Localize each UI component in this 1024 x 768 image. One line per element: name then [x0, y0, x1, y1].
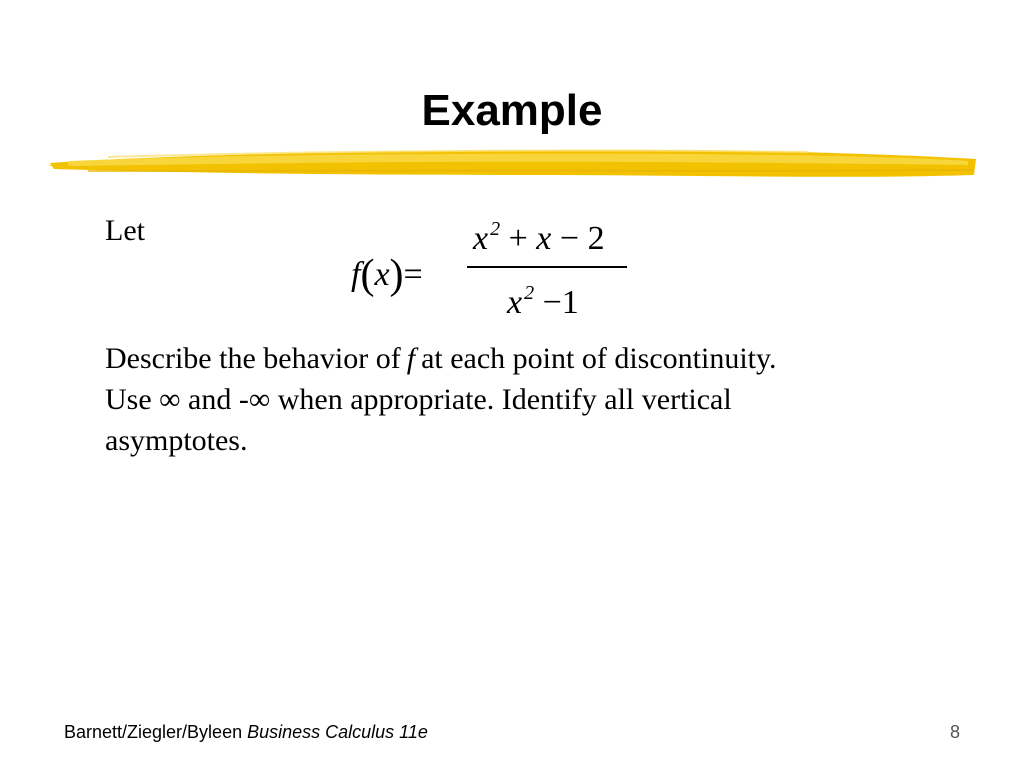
footer-citation [64, 722, 428, 743]
slide-title: Example [421, 86, 603, 135]
title-underline-brushstroke [48, 145, 978, 187]
formula-numerator [473, 218, 605, 258]
fraction-bar [467, 266, 627, 268]
denominator-constant: 1 [561, 284, 579, 321]
formula-open-paren: ( [360, 252, 375, 298]
statement-line-1-end: at each point of discontinuity. [421, 342, 777, 375]
function-formula [345, 204, 645, 324]
numerator-minus: − [551, 220, 588, 257]
denominator-minus: − [534, 284, 562, 321]
statement-line-2: Use ∞ and -∞ when appropriate. Identify all vertical [105, 383, 732, 416]
denominator-x: x [507, 284, 523, 321]
statement-line-3: asymptotes. [105, 424, 248, 457]
formula-variable: x [374, 256, 390, 293]
footer-authors: Barnett/Ziegler/Byleen [64, 722, 243, 742]
numerator-plus: + [500, 220, 537, 257]
footer-book-title: Business Calculus 11e [247, 722, 428, 742]
formula-close-paren: ) [389, 252, 404, 298]
denominator-exponent: 2 [524, 282, 535, 304]
formula-equals: = [403, 256, 423, 293]
slide-number: 8 [949, 722, 960, 742]
numerator-x-term: x [536, 220, 552, 257]
numerator-x: x [473, 220, 489, 257]
formula-denominator [507, 282, 579, 322]
formula-lhs [351, 248, 423, 296]
statement-line-1 [105, 338, 965, 379]
numerator-exponent: 2 [490, 218, 501, 240]
statement-line-1-start: Describe the behavior of [105, 342, 401, 375]
intro-text: Let [105, 214, 145, 247]
formula-function-name: f [351, 256, 361, 293]
numerator-constant: 2 [587, 220, 605, 257]
statement-function-symbol: f [406, 342, 416, 375]
problem-statement [105, 338, 965, 461]
